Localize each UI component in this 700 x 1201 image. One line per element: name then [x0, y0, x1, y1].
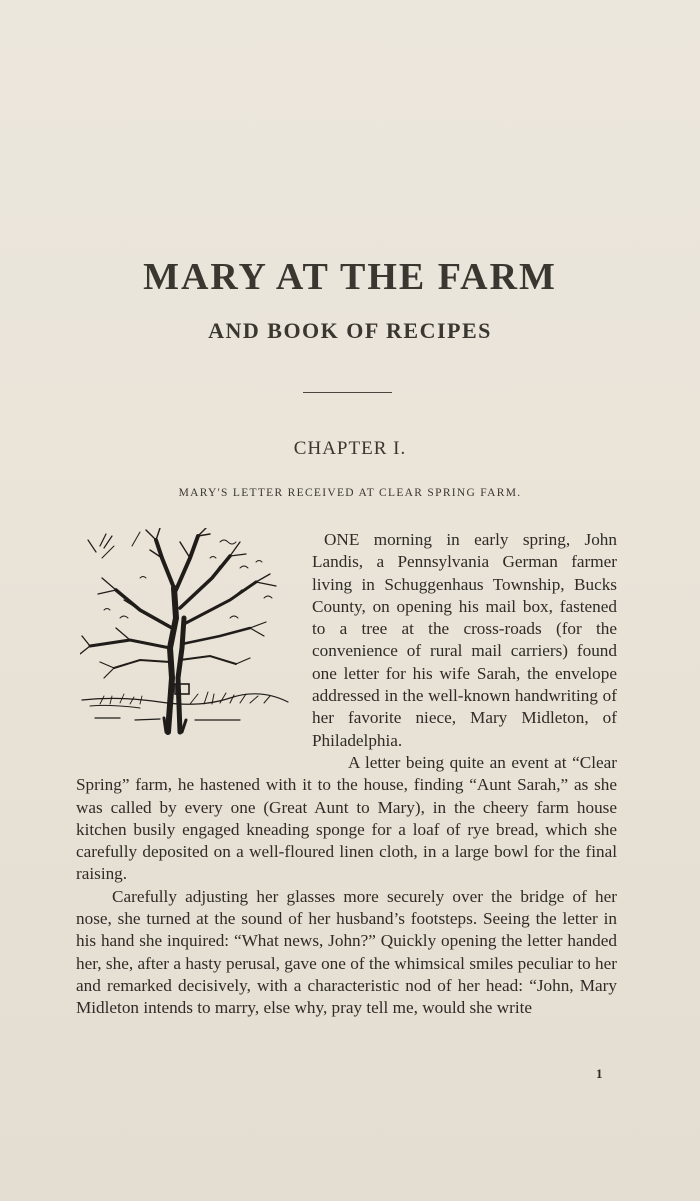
paragraph-1: ONE morning in early spring, John Landis, a Pennsylvania German farmer living in Schuggenhaus Township, Bucks County, on opening his mail box, fastened to a tree at the cross-roads (for the convenience of rural mail carriers) found one letter for his wife Sarah, the envelope addressed in the well-known handwriting of her favorite niece, Mary Midleton, of Philadelphia. — [312, 530, 617, 750]
chapter-body — [76, 529, 617, 1020]
book-title: MARY AT THE FARM — [143, 256, 557, 298]
illustration-space — [76, 529, 312, 755]
book-subtitle: AND BOOK OF RECIPES — [208, 318, 492, 343]
page-number: 1 — [596, 1066, 603, 1081]
chapter-heading: CHAPTER I. — [293, 438, 407, 459]
paragraph-2: A letter being quite an event at “Clear Spring” farm, he hastened with it to the house, finding “Aunt Sarah,” as she was called by every one (Great Aunt to Mary), in the cheery farm house kitchen busily engaged kneading sponge for a loaf of rye bread, which she carefully deposited on a well-floured linen cloth, in a large bowl for the final raising. — [76, 752, 617, 884]
paragraph-3: Carefully adjusting her glasses more securely over the bridge of her nose, she turned at the sound of her husband’s footsteps. Seeing the letter in his hand she inquired: “What news, John?” Quickly opening the letter handed her, she, after a hasty perusal, gave one of the whimsical smiles peculiar to her and remarked decisively, with a characteristic nod of her head: “John, Mary Midleton intends to marry, else why, pray tell me, would she write — [76, 886, 617, 1018]
title-divider — [303, 392, 392, 393]
chapter-subtitle: MARY'S LETTER RECEIVED AT CLEAR SPRING FARM. — [178, 487, 522, 499]
